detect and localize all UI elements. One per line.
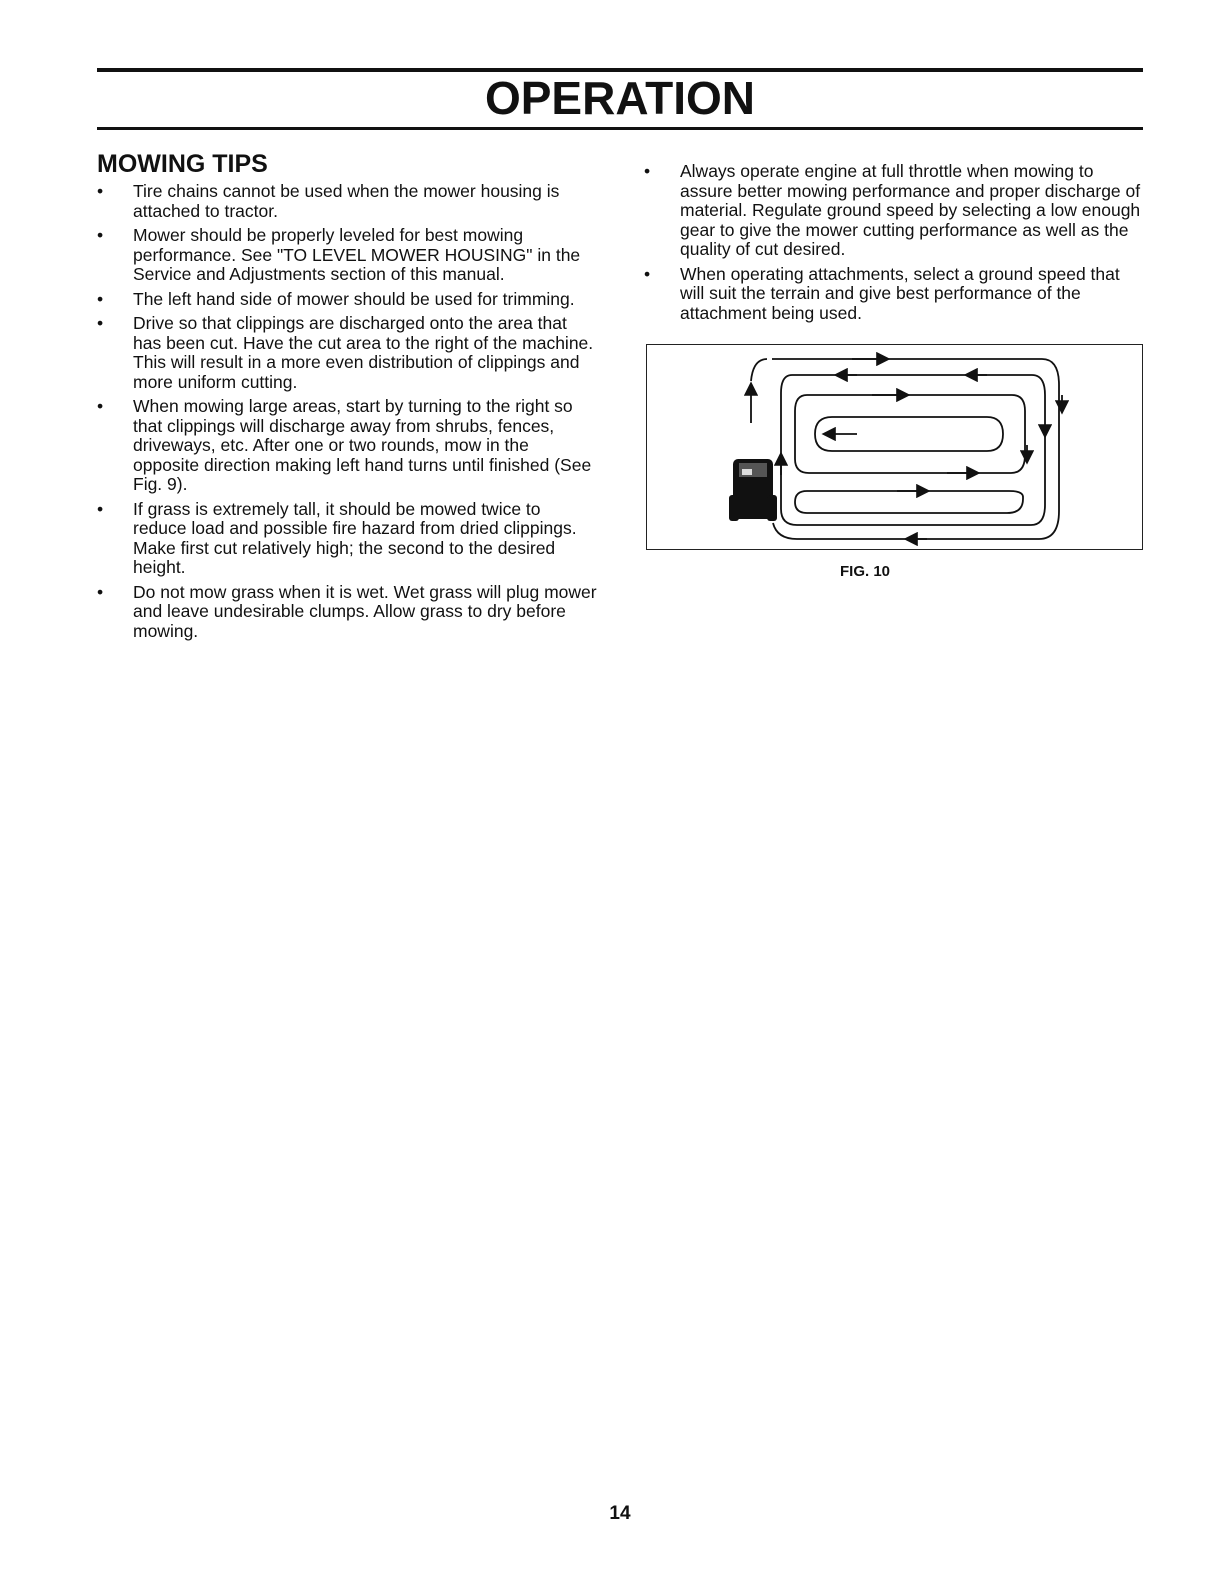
tip-item [97, 290, 597, 310]
tip-text: The left hand side of mower should be used for trimming. [133, 288, 575, 309]
bullet: • [97, 581, 104, 602]
mowing-pattern-figure [646, 344, 1143, 550]
bullet: • [97, 288, 104, 309]
tip-item [644, 162, 1144, 260]
tip-item [97, 182, 597, 221]
tip-text: When mowing large areas, start by turning to the right so that clippings will discharge away from shrubs, fences, driveways, etc. After one or two rounds, mow in the opposite direction making left hand turns until finished (See Fig. 9). [133, 396, 592, 494]
header-rule-bottom [97, 127, 1143, 130]
tip-text: When operating attachments, select a ground speed that will suit the terrain and give best performance of the attachment being used. [680, 263, 1120, 323]
figure-caption: FIG. 10 [840, 563, 891, 580]
mowing-pattern-diagram-icon [647, 345, 1142, 549]
tip-item [97, 226, 597, 285]
left-tip-list [97, 182, 597, 646]
tip-text: Tire chains cannot be used when the mower housing is attached to tractor. [133, 181, 560, 221]
tip-text: Do not mow grass when it is wet. Wet grass will plug mower and leave undesirable clumps. Allow grass to dry before mowing. [133, 581, 597, 641]
tip-item [97, 583, 597, 642]
bullet: • [97, 181, 104, 201]
tip-item [97, 397, 597, 495]
path-loop-2 [781, 375, 1045, 525]
tip-item [644, 265, 1144, 324]
bullet: • [644, 263, 651, 284]
page-number: 14 [609, 1503, 631, 1524]
tip-text: Always operate engine at full throttle when mowing to assure better mowing performance and proper discharge of material. Regulate ground speed by selecting a low enough gear to give the mower cutting performance as well as the quality of cut desired. [680, 161, 1141, 259]
tip-item [97, 314, 597, 392]
tip-text: Mower should be properly leveled for best mowing performance. See "TO LEVEL MOWER HOUSING" in the Service and Adjustments section of this manual. [133, 225, 581, 284]
bullet: • [97, 498, 104, 519]
bullet: • [644, 161, 651, 181]
section-title: MOWING TIPS [97, 150, 268, 178]
tractor-icon [729, 459, 777, 521]
bullet: • [97, 396, 104, 416]
bullet: • [97, 225, 104, 245]
tip-text: If grass is extremely tall, it should be mowed twice to reduce load and possible fire hazard from dried clippings. Make first cut relatively high; the second to the desired height. [133, 498, 577, 577]
page-title: OPERATION [484, 72, 756, 124]
path-loop-lower [795, 491, 1023, 513]
right-tip-list [644, 162, 1144, 328]
bullet: • [97, 313, 104, 333]
tip-item [97, 500, 597, 578]
tip-text: Drive so that clippings are discharged onto the area that has been cut. Have the cut area to the right of the machine. This will result in a more even distribution of clippings and more uniform cutting. [133, 313, 594, 392]
